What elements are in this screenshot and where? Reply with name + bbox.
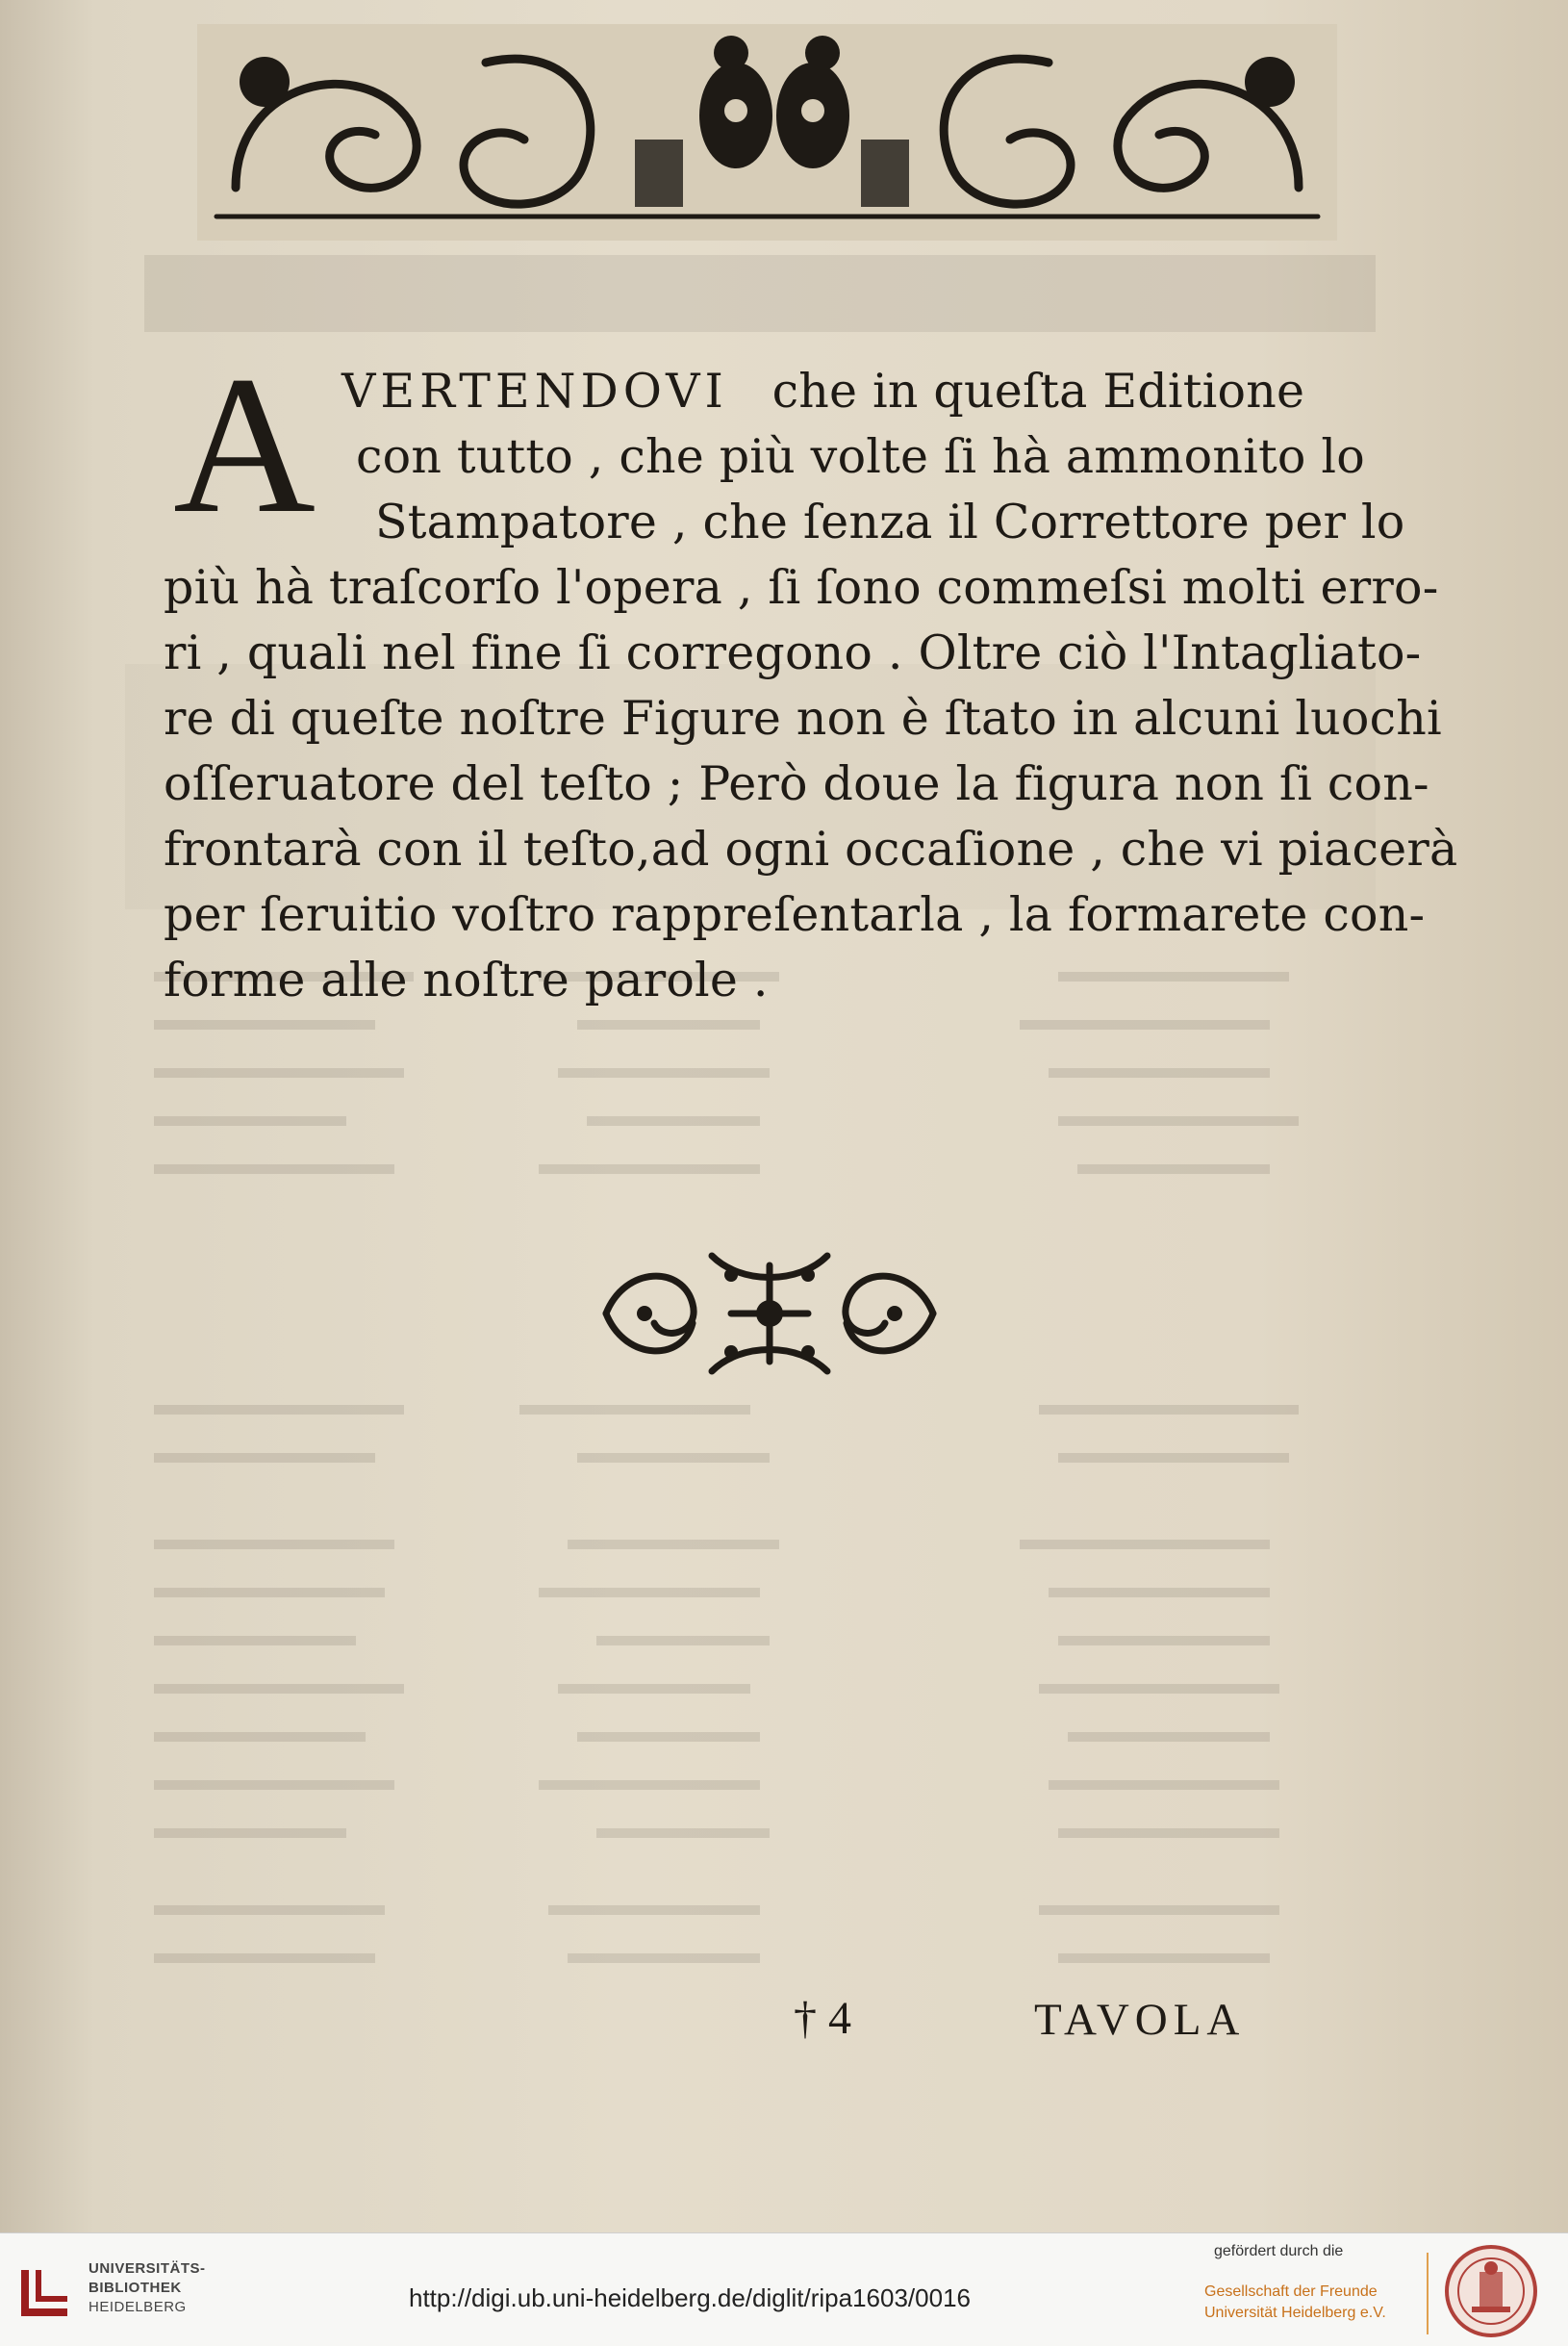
- line1-rest: che in queſta Editione: [771, 364, 1305, 419]
- library-name-line-1: UNIVERSITÄTS-: [89, 2260, 206, 2277]
- text-line-7: oſſeruatore del teſto ; Però doue la figura non ſi con-: [164, 756, 1429, 811]
- text-line-2: con tutto , che più volte ſi hà ammonito lo: [356, 429, 1365, 484]
- text-line-3: Stampatore , che ſenza il Correttore per lo: [375, 495, 1405, 549]
- footer-bar: [0, 2232, 1568, 2346]
- drop-cap-initial: A: [173, 336, 316, 554]
- text-line-5: ri , quali nel fine ſi corregono . Oltre ciò l'Intagliato-: [164, 625, 1422, 680]
- text-line-4: più hà traſcorſo l'opera , ſi ſono commeſsi molti erro-: [164, 560, 1439, 615]
- woodcut-headpiece: [197, 24, 1337, 241]
- text-line-9: per ſeruitio voſtro rappreſentarla , la formarete con-: [164, 887, 1426, 942]
- printers-ornament: [587, 1237, 952, 1390]
- lead-word: VERTENDOVI: [341, 364, 728, 419]
- library-name-line-2: BIBLIOTHEK: [89, 2280, 182, 2296]
- catchword: TAVOLA: [1034, 1995, 1246, 2045]
- text-line-8: frontarà con il teſto,ad ogni occaſione , che vi piacerà: [164, 822, 1458, 877]
- university-library-logo-icon[interactable]: [17, 2262, 75, 2320]
- text-line-6: re di queſte noſtre Figure non è ſtato in alcuni luochi: [164, 691, 1442, 746]
- text-line-1: [341, 359, 1304, 424]
- text-line-10: forme alle noſtre parole .: [164, 953, 769, 1007]
- society-name-line-2[interactable]: Universität Heidelberg e.V.: [1204, 2305, 1386, 2321]
- permalink-url[interactable]: http://digi.ub.uni-heidelberg.de/diglit/ripa1603/0016: [409, 2283, 971, 2312]
- signature-mark: † 4: [794, 1993, 851, 2044]
- library-name-line-3: HEIDELBERG: [89, 2299, 187, 2315]
- footer-divider: [1427, 2253, 1429, 2334]
- university-seal-icon[interactable]: [1443, 2243, 1539, 2339]
- society-name-line-1[interactable]: Gesellschaft der Freunde: [1204, 2283, 1378, 2300]
- funded-by-label: gefördert durch die: [1214, 2243, 1344, 2259]
